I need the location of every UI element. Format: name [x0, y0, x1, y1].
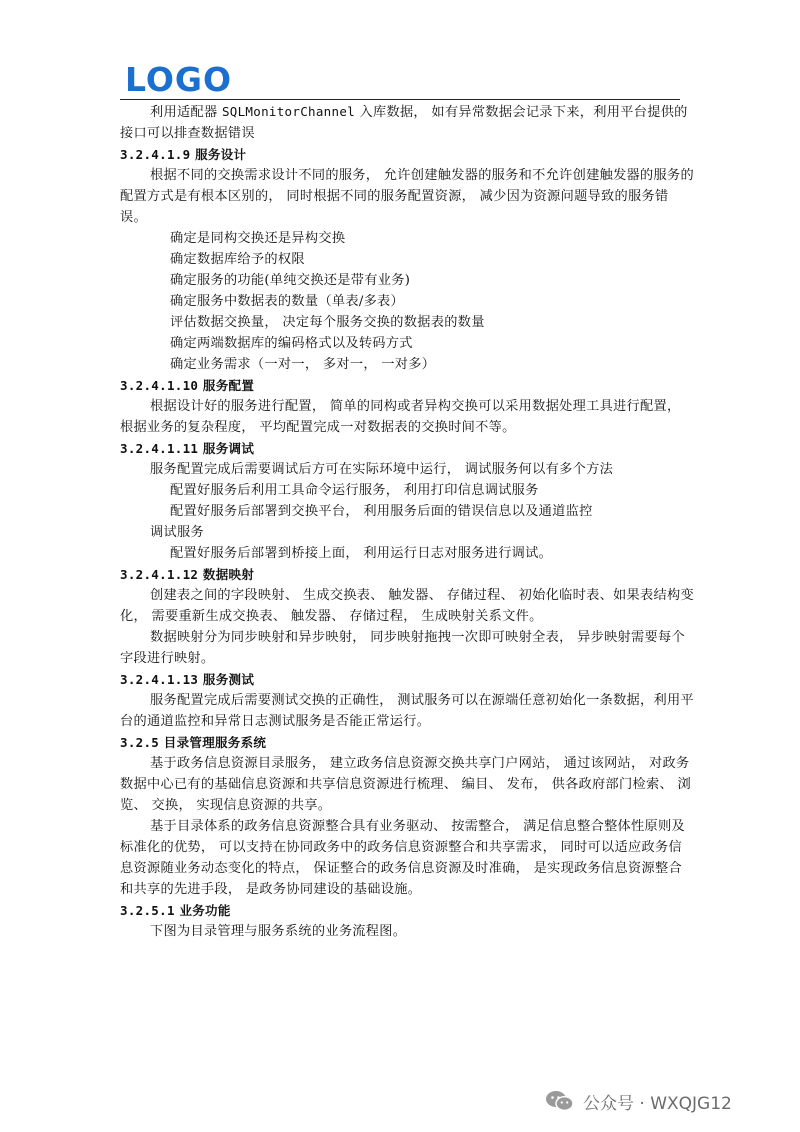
list-item: 确定数据库给予的权限	[170, 252, 305, 267]
watermark-text: 公众号 · WXQJG12	[583, 1093, 732, 1114]
paragraph: 服务配置完成后需要调试后方可在实际环境中运行， 调试服务何以有多个方法	[150, 462, 614, 477]
paragraph: 基于政务信息资源目录服务， 建立政务信息资源交换共享门户网站， 通过该网站， 对政务数据中心已有的基础信息资源和共享信息资源进行梳理、 编目、 发布， 供各政府部门检索、 浏览、 交换， 实现信息资源的共享。	[120, 756, 691, 813]
paragraph: 数据映射分为同步映射和异步映射， 同步映射拖拽一次即可映射全表， 异步映射需要每个字段进行映射。	[120, 630, 685, 666]
paragraph: 根据设计好的服务进行配置， 简单的同构或者异构交换可以采用数据处理工具进行配置， 根据业务的复杂程度， 平均配置完成一对数据表的交换时间不等。	[120, 399, 681, 435]
paragraph: 利用适配器 SQLMonitorChannel 入库数据， 如有异常数据会记录下来，利用平台提供的接口可以排查数据错误	[120, 104, 688, 141]
header-rule	[120, 99, 680, 100]
paragraph: 根据不同的交换需求设计不同的服务， 允许创建触发器的服务和不允许创建触发器的服务的配置方式是有根本区别的， 同时根据不同的服务配置资源， 减少因为资源问题导致的服务错误。	[120, 168, 694, 225]
checklist	[120, 228, 695, 375]
list-item: 配置好服务后利用工具命令运行服务， 利用打印信息调试服务	[170, 483, 539, 498]
list-item: 确定是同构交换还是异构交换	[170, 231, 346, 246]
list-item-continuation: 调试服务	[150, 525, 204, 540]
paragraph: 服务配置完成后需要测试交换的正确性， 测试服务可以在源端任意初始化一条数据，利用平台的通道监控和异常日志测试服务是否能正常运行。	[120, 693, 694, 729]
section-heading: 3.2.4.1.9 服务设计	[120, 147, 247, 162]
section-heading: 3.2.4.1.11 服务调试	[120, 441, 255, 456]
wechat-icon	[545, 1089, 575, 1113]
list-item: 确定服务的功能(单纯交换还是带有业务)	[170, 273, 411, 288]
list-item: 确定服务中数据表的数量（单表/多表）	[170, 294, 405, 309]
logo: LOGO	[125, 60, 233, 99]
paragraph: 创建表之间的字段映射、 生成交换表、 触发器、 存储过程、 初始化临时表、如果表结构变化， 需要重新生成交换表、 触发器、 存储过程， 生成映射关系文件。	[120, 588, 694, 624]
section-heading: 3.2.5 目录管理服务系统	[120, 735, 267, 750]
section-heading: 3.2.4.1.12 数据映射	[120, 567, 255, 582]
list-item: 配置好服务后部署到桥接上面， 利用运行日志对服务进行调试。	[170, 546, 553, 561]
list-item: 配置好服务后部署到交换平台， 利用服务后面的错误信息以及通道监控	[170, 504, 593, 519]
list-item: 确定两端数据库的编码格式以及转码方式	[170, 336, 413, 351]
section-heading: 3.2.4.1.10 服务配置	[120, 378, 255, 393]
code-channel-name: SQLMonitorChannel	[221, 104, 355, 119]
list-item: 确定业务需求（一对一， 多对一， 一对多）	[170, 357, 436, 372]
paragraph: 基于目录体系的政务信息资源整合具有业务驱动、 按需整合， 满足信息整合整体性原则及标准化的优势， 可以支持在协同政务中的政务信息资源整合和共享需求， 同时可以适应政务信息资源随业务动态变化的特点， 保证整合的政务信息资源及时准确， 是实现政务信息资源整合和共享的先进手段， 是政务协同建设的基础设施。	[120, 819, 685, 897]
section-heading: 3.2.5.1 业务功能	[120, 903, 231, 918]
list-item: 评估数据交换量， 决定每个服务交换的数据表的数量	[170, 315, 485, 330]
watermark	[545, 1087, 732, 1115]
document-body	[120, 101, 695, 942]
paragraph: 下图为目录管理与服务系统的业务流程图。	[150, 924, 407, 939]
section-heading: 3.2.4.1.13 服务测试	[120, 672, 255, 687]
